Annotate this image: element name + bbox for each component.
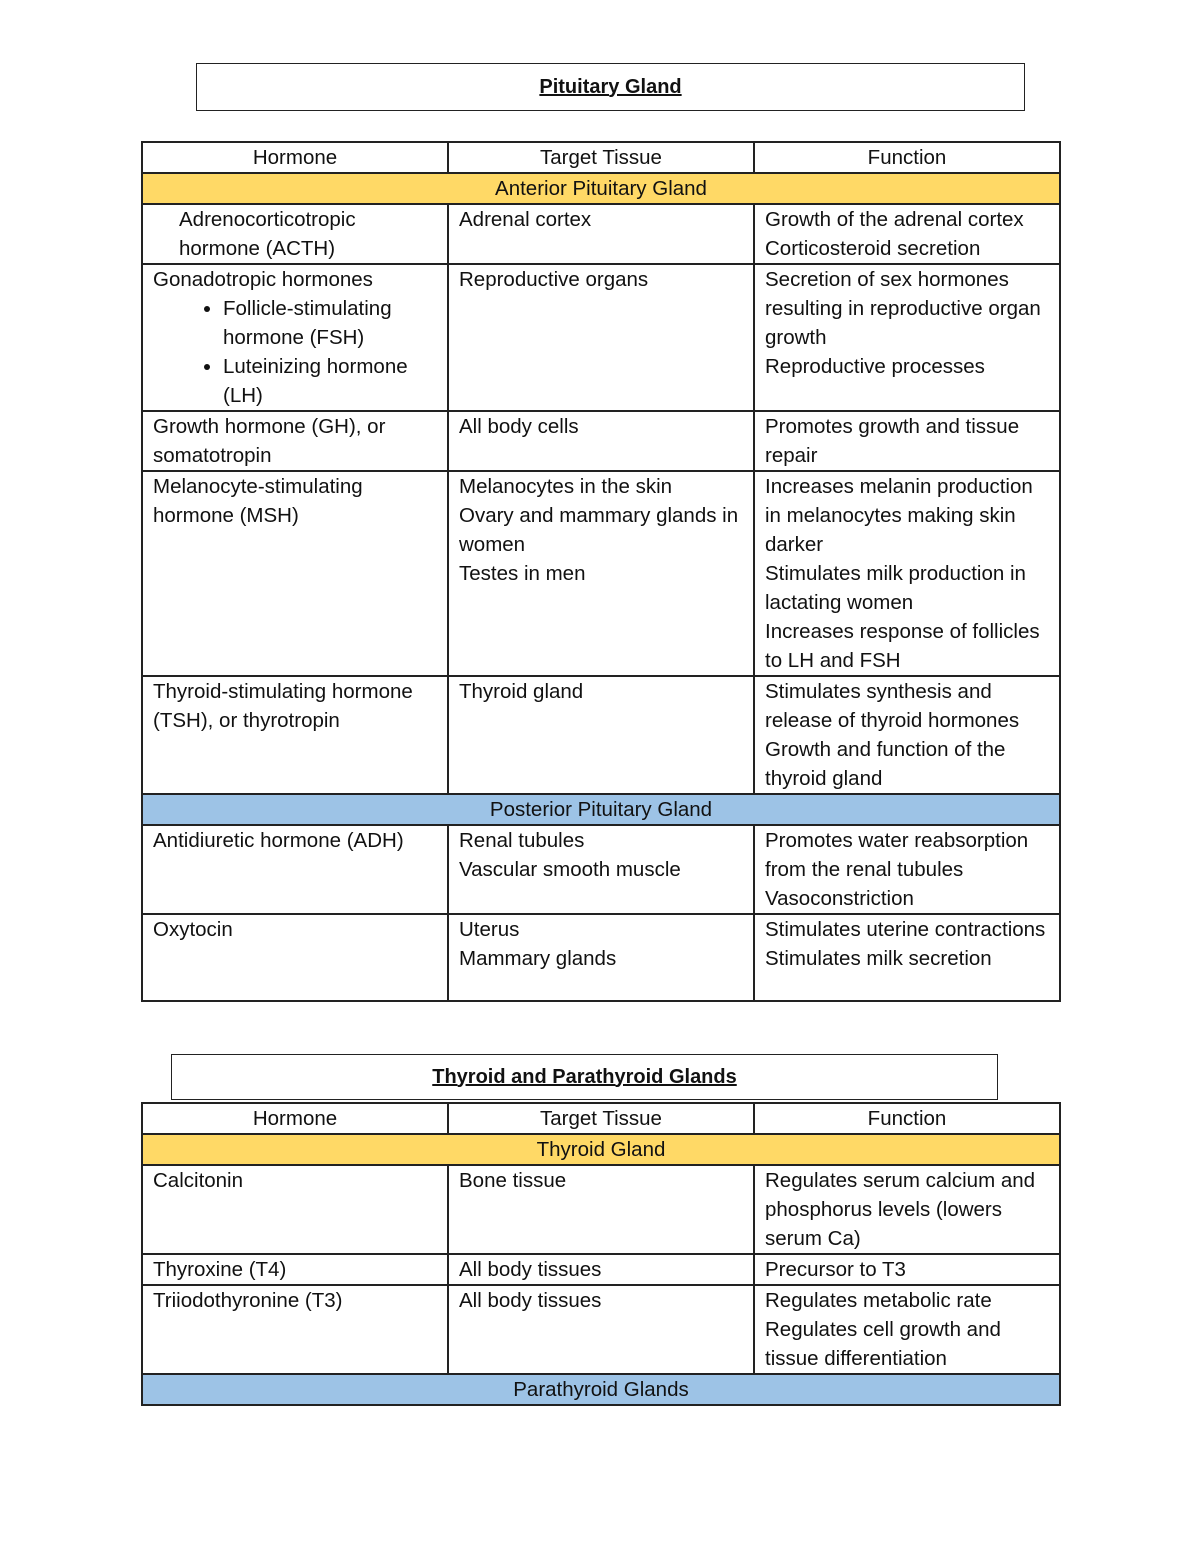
function-cell xyxy=(754,914,1060,1001)
cell-text: All body cells xyxy=(459,415,579,438)
cell-text: Calcitonin xyxy=(153,1169,244,1192)
target-cell xyxy=(448,825,754,914)
cell-text: Promotes growth and tissue repair xyxy=(765,415,1020,467)
hormone-cell xyxy=(142,411,448,471)
bullet-list xyxy=(153,294,437,410)
section-row-thyroid xyxy=(142,1134,1060,1165)
target-cell xyxy=(448,1254,754,1285)
cell-text: Precursor to T3 xyxy=(765,1258,906,1281)
cell-text: Stimulates milk production in lactating women xyxy=(765,562,1026,614)
table-row xyxy=(142,825,1060,914)
cell-text: Stimulates synthesis and release of thyroid hormones xyxy=(765,680,1020,732)
target-cell xyxy=(448,676,754,794)
function-cell xyxy=(754,1165,1060,1254)
cell-text: Stimulates milk secretion xyxy=(765,947,992,970)
cell-text: Adrenal cortex xyxy=(459,208,592,231)
header-hormone: Hormone xyxy=(142,142,448,173)
section-label-posterior: Posterior Pituitary Gland xyxy=(142,794,1060,825)
table-row xyxy=(142,1165,1060,1254)
thyroid-title: Thyroid and Parathyroid Glands xyxy=(432,1065,737,1088)
cell-text: hormone (ACTH) xyxy=(179,237,336,260)
target-cell xyxy=(448,471,754,676)
cell-text: Reproductive organs xyxy=(459,268,649,291)
function-cell xyxy=(754,471,1060,676)
cell-text: Corticosteroid secretion xyxy=(765,237,981,260)
list-item: • Luteinizing hormone (LH) xyxy=(223,352,437,410)
header-function: Function xyxy=(754,142,1060,173)
function-cell xyxy=(754,825,1060,914)
function-cell xyxy=(754,676,1060,794)
hormone-cell xyxy=(142,1165,448,1254)
cell-text: Regulates metabolic rate xyxy=(765,1289,992,1312)
cell-text: All body tissues xyxy=(459,1289,602,1312)
section-row-anterior xyxy=(142,173,1060,204)
target-cell xyxy=(448,204,754,264)
cell-text: Growth of the adrenal cortex xyxy=(765,208,1024,231)
table-header-row xyxy=(142,1103,1060,1134)
header-target-tissue: Target Tissue xyxy=(448,142,754,173)
target-cell xyxy=(448,1165,754,1254)
thyroid-table xyxy=(141,1102,1061,1406)
table-row xyxy=(142,676,1060,794)
cell-text: Melanocytes in the skin xyxy=(459,475,673,498)
function-cell xyxy=(754,411,1060,471)
target-cell xyxy=(448,411,754,471)
section-label-thyroid: Thyroid Gland xyxy=(142,1134,1060,1165)
pituitary-title-box xyxy=(196,63,1025,111)
cell-text: Oxytocin xyxy=(153,918,233,941)
cell-text: Ovary and mammary glands in women xyxy=(459,504,739,556)
thyroid-title-box xyxy=(171,1054,998,1100)
table-row xyxy=(142,411,1060,471)
hormone-cell xyxy=(142,676,448,794)
cell-text: Melanocyte-stimulating hormone (MSH) xyxy=(153,475,363,527)
cell-text: Thyroid gland xyxy=(459,680,584,703)
pituitary-table xyxy=(141,141,1061,1002)
cell-text: All body tissues xyxy=(459,1258,602,1281)
cell-text: Renal tubules xyxy=(459,829,585,852)
section-row-posterior xyxy=(142,794,1060,825)
cell-text: Vasoconstriction xyxy=(765,887,914,910)
header-target-tissue: Target Tissue xyxy=(448,1103,754,1134)
cell-text: Reproductive processes xyxy=(765,355,985,378)
section-label-anterior: Anterior Pituitary Gland xyxy=(142,173,1060,204)
target-cell xyxy=(448,914,754,1001)
header-function: Function xyxy=(754,1103,1060,1134)
hormone-cell xyxy=(142,1254,448,1285)
table-row xyxy=(142,914,1060,1001)
function-cell xyxy=(754,264,1060,411)
function-cell xyxy=(754,1285,1060,1374)
function-cell xyxy=(754,1254,1060,1285)
table-row xyxy=(142,471,1060,676)
cell-text: Stimulates uterine contractions xyxy=(765,918,1046,941)
table-header-row xyxy=(142,142,1060,173)
hormone-cell xyxy=(142,204,448,264)
cell-text: Antidiuretic hormone (ADH) xyxy=(153,829,404,852)
table-row xyxy=(142,204,1060,264)
function-cell xyxy=(754,204,1060,264)
cell-text: Thyroid-stimulating hormone (TSH), or thyrotropin xyxy=(153,680,413,732)
cell-text: Uterus xyxy=(459,918,520,941)
target-cell xyxy=(448,264,754,411)
cell-text: Adrenocorticotropic xyxy=(179,208,356,231)
cell-text: Thyroxine (T4) xyxy=(153,1258,287,1281)
table-row xyxy=(142,1254,1060,1285)
cell-text: Gonadotropic hormones xyxy=(153,268,373,291)
hormone-cell xyxy=(142,1285,448,1374)
cell-text: Growth hormone (GH), or somatotropin xyxy=(153,415,386,467)
cell-text: Bone tissue xyxy=(459,1169,567,1192)
cell-text: Promotes water reabsorption from the renal tubules xyxy=(765,829,1029,881)
table-row xyxy=(142,264,1060,411)
pituitary-title: Pituitary Gland xyxy=(539,75,682,98)
table-row xyxy=(142,1285,1060,1374)
target-cell xyxy=(448,1285,754,1374)
cell-text: Secretion of sex hormones resulting in reproductive organ growth xyxy=(765,268,1041,349)
cell-text: Increases melanin production in melanocytes making skin darker xyxy=(765,475,1033,556)
header-hormone: Hormone xyxy=(142,1103,448,1134)
section-row-parathyroid xyxy=(142,1374,1060,1405)
hormone-cell xyxy=(142,264,448,411)
cell-text: Growth and function of the thyroid gland xyxy=(765,738,1006,790)
cell-text: Triiodothyronine (T3) xyxy=(153,1289,343,1312)
cell-text: Mammary glands xyxy=(459,947,617,970)
cell-text: Vascular smooth muscle xyxy=(459,858,681,881)
hormone-cell xyxy=(142,825,448,914)
hormone-cell xyxy=(142,471,448,676)
cell-text: Regulates cell growth and tissue differentiation xyxy=(765,1318,1001,1370)
cell-text: Testes in men xyxy=(459,562,586,585)
cell-text: Increases response of follicles to LH and FSH xyxy=(765,620,1040,672)
section-label-parathyroid: Parathyroid Glands xyxy=(142,1374,1060,1405)
hormone-cell xyxy=(142,914,448,1001)
cell-text: Regulates serum calcium and phosphorus levels (lowers serum Ca) xyxy=(765,1169,1036,1250)
list-item: • Follicle-stimulating hormone (FSH) xyxy=(223,294,437,352)
